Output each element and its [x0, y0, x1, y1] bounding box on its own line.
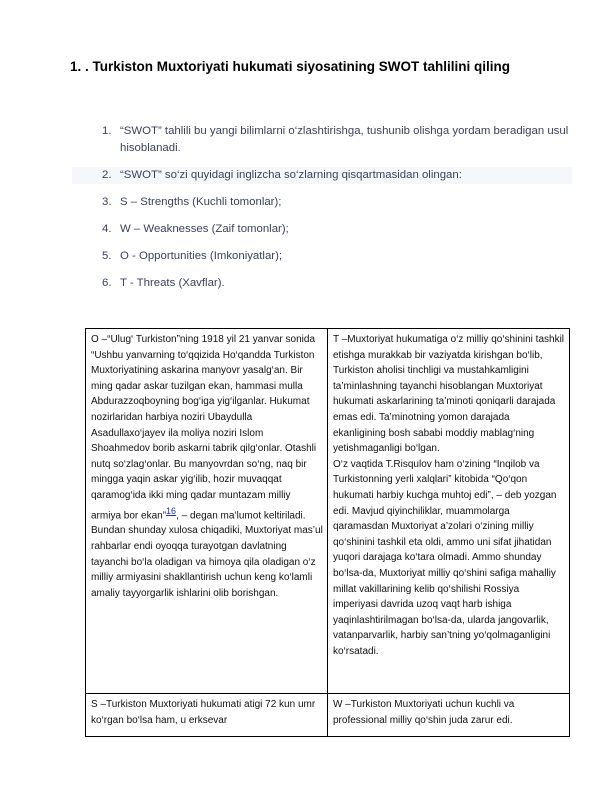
table-row: [86, 329, 570, 694]
opportunities-text: O –“Ulug‘ Turkiston”ning 1918 yil 21 yanvar sonida “Ushbu yanvarning to‘qqizida Ho‘qandda Turkiston Muxtoriyatining askarina manyovr yasalg‘an. Bir ming qadar askar tuzilgan ekan, hammasi mulla Abdurazzoqboyning bog‘iga yig‘ilganlar. Hukumat nozirlaridan harbiya noziri Ubaydulla Asadullaxo‘jayev ila moliya noziri Islom Shoahmedov borib askarni tabrik qilg‘onlar. Otashli nutq so‘zlag‘onlar. Bu manyovrdan so‘ng, naq bir mingga yaqin askar yig‘ilib, hozir muvaqqat qaramog‘ida ikki ming qadar muntazam milliy armiya bor ekan”: [91, 334, 317, 521]
list-item: [72, 248, 572, 265]
list-text: “SWOT” tahlili bu yangi bilimlarni o‘zlashtirishga, tushunib olishga yordam beradigan usul hisoblanadi.: [120, 125, 569, 154]
list-number: 4.: [102, 223, 112, 235]
list-item: [72, 221, 572, 238]
weaknesses-text: W –Turkiston Muxtoriyati uchun kuchli va professional milliy qo‘shin juda zarur edi.: [333, 699, 515, 726]
list-number: 2.: [102, 169, 112, 181]
list-item: [72, 194, 572, 211]
opportunities-cell: [86, 329, 328, 694]
threats-cell: [328, 329, 570, 694]
swot-table: [85, 328, 570, 737]
list-text: “SWOT” so‘zi quyidagi inglizcha so‘zlarning qisqartmasidan olingan:: [120, 169, 462, 181]
threats-text: T –Muxtoriyat hukumatiga o‘z milliy qo‘shinini tashkil etishga murakkab bir vaziyatda kirishgan bo‘lib, Turkiston aholisi tinchligi va mustahkamligini ta’minlashning tayanchi hisoblangan Muxtoriyat hukumati askarlarining ta’minoti qoniqarli darajada emas edi. Ta’minotning yomon darajada ekanligining bosh sababi moddiy mablag‘ning yetishmaganligi bo‘lgan. O‘z vaqtida T.Risqulov ham o‘zining “Inqilob va Turkistonning yerli xalqlari” kitobida “Qo‘qon hukumati harbiy kuchga muhtoj edi”, – deb yozgan edi. Mavjud qiyinchiliklar, muammolarga qaramasdan Muxtoriyat a’zolari o‘zining milliy qo‘shinini tashkil eta oldi, ammo uni sifat jihatidan yuqori darajaga ko‘tara olmadi. Ammo shunday bo‘lsa-da, Muxtoriyat milliy qo‘shini safiga mahalliy millat vakillarining kelib qo‘shilishi Rossiya imperiyasi davrida uzoq vaqt harb ishiga yaqinlashtirilmagan bo‘lsa-da, ularda jangovarlik, vatanparvarlik, harbiy san’tning yo‘qolmaganligini ko‘rsatadi.: [333, 334, 565, 657]
list-number: 5.: [102, 250, 112, 262]
strengths-cell: [86, 694, 328, 737]
list-text: S – Strengths (Kuchli tomonlar);: [120, 196, 282, 208]
list-item: [72, 123, 572, 157]
strengths-text: S –Turkiston Muxtoriyati hukumati atigi 72 kun umr ko‘rgan bo‘lsa ham, u erksevar: [91, 699, 316, 726]
swot-intro-list: [72, 123, 572, 302]
weaknesses-cell: [328, 694, 570, 737]
list-text: O - Opportunities (Imkoniyatlar);: [120, 250, 283, 262]
footnote-link[interactable]: 16: [166, 505, 177, 516]
list-number: 1.: [102, 125, 112, 137]
list-item: [72, 167, 572, 184]
list-text: W – Weaknesses (Zaif tomonlar);: [120, 223, 289, 235]
list-number: 6.: [102, 277, 112, 289]
table-row: [86, 694, 570, 737]
opportunities-text-continued: , – degan ma’lumot keltiriladi. Bundan shunday xulosa chiqadiki, Muxtoriyat mas’ul rahbarlar endi oyoqqa turayotgan davlatning tayanchi bo‘la oladigan va himoya qila oladigan o‘z milliy armiyasini shakllantirish uchun keng ko‘lamli amaliy tayyorgarlik ishlarini olib borishgan.: [91, 509, 323, 599]
list-number: 3.: [102, 196, 112, 208]
list-item: [72, 275, 572, 292]
list-text: T - Threats (Xavflar).: [120, 277, 225, 289]
page-heading: 1. . Turkiston Muxtoriyati hukumati siyosatining SWOT tahlilini qiling: [70, 59, 511, 74]
